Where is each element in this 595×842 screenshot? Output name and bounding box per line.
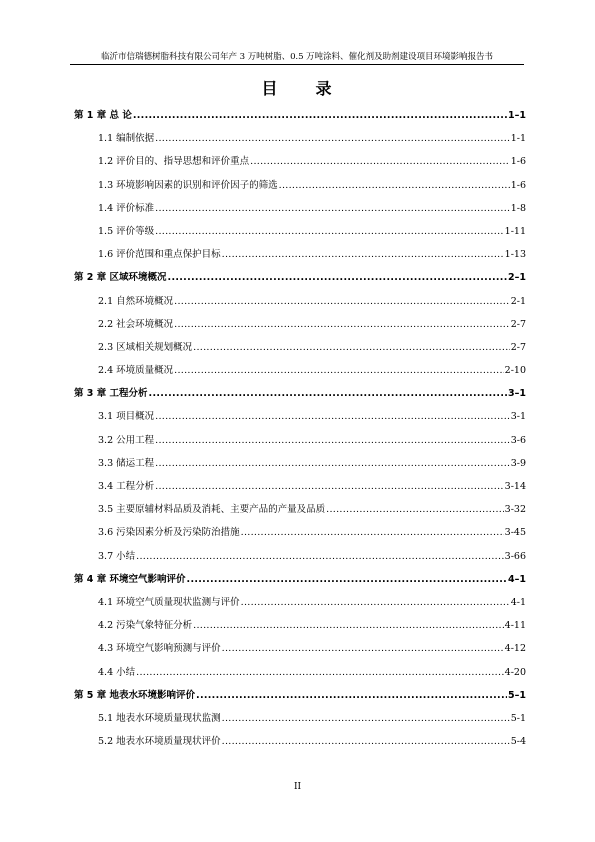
- toc-entry-page: 4-12: [504, 643, 526, 655]
- toc-entry-label: 第 5 章 地表水环境影响评价: [74, 689, 196, 701]
- toc-entry-page: 2-1: [510, 295, 526, 307]
- toc-leader-dots: [174, 365, 504, 376]
- toc-leader-dots: [155, 481, 504, 492]
- toc-leader-dots: [222, 713, 510, 724]
- toc-section-entry[interactable]: [74, 733, 526, 756]
- toc-section-entry[interactable]: [74, 316, 526, 339]
- toc-leader-dots: [326, 504, 504, 515]
- toc-section-entry[interactable]: [74, 177, 526, 200]
- toc-leader-dots: [250, 156, 510, 167]
- toc-entry-label: 4.3 环境空气影响预测与评价: [98, 643, 221, 655]
- toc-leader-dots: [222, 643, 504, 654]
- toc-entry-label: 2.4 环境质量概况: [98, 365, 174, 377]
- toc-leader-dots: [222, 249, 504, 260]
- toc-entry-page: 3-14: [504, 481, 526, 492]
- toc-entry-page: 4-11: [504, 620, 526, 632]
- toc-entry-label: 4.4 小结: [98, 666, 136, 678]
- toc-entry-page: 1-6: [510, 156, 526, 168]
- toc-entry-label: 第 2 章 区域环境概况: [74, 272, 167, 284]
- running-header: 临沂市信瑞德树脂科技有限公司年产 3 万吨树脂、0.5 万吨涂料、催化剂及助剂建设项目环境影响报告书: [101, 52, 493, 62]
- toc-entry-label: 第 3 章 工程分析: [74, 388, 148, 400]
- toc-entry-page: 5-1: [510, 712, 526, 724]
- page-title: 目 录: [261, 79, 334, 98]
- toc-section-entry[interactable]: [74, 478, 526, 501]
- toc-leader-dots: [241, 597, 510, 608]
- toc-entry-page: 5–1: [508, 689, 526, 701]
- toc-section-entry[interactable]: [74, 339, 526, 362]
- toc-section-entry[interactable]: [74, 455, 526, 478]
- toc-section-entry[interactable]: [74, 617, 526, 640]
- toc-section-entry[interactable]: [74, 501, 526, 524]
- toc-entry-label: 1.4 评价标准: [98, 202, 155, 214]
- toc-leader-dots: [155, 435, 510, 446]
- toc-leader-dots: [155, 203, 510, 214]
- toc-leader-dots: [279, 180, 510, 191]
- toc-entry-label: 2.1 自然环境概况: [98, 295, 174, 307]
- toc-entry-page: 4–1: [508, 573, 526, 585]
- toc-chapter-entry[interactable]: [74, 107, 526, 130]
- toc-entry-page: 4-1: [510, 596, 526, 608]
- toc-entry-label: 3.7 小结: [98, 550, 136, 562]
- toc-entry-label: 5.1 地表水环境质量现状监测: [98, 712, 221, 724]
- toc-leader-dots: [193, 620, 504, 631]
- toc-leader-dots: [168, 272, 507, 283]
- toc-leader-dots: [155, 411, 510, 422]
- toc-leader-dots: [174, 296, 510, 307]
- toc-entry-label: 3.1 项目概况: [98, 411, 155, 423]
- toc-leader-dots: [155, 133, 510, 144]
- toc-section-entry[interactable]: [74, 524, 526, 547]
- toc-entry-page: 3-9: [510, 457, 526, 469]
- toc-entry-label: 2.3 区域相关规划概况: [98, 341, 193, 353]
- toc-leader-dots: [136, 667, 504, 678]
- toc-chapter-entry[interactable]: [74, 269, 526, 292]
- toc-section-entry[interactable]: [74, 408, 526, 431]
- toc-section-entry[interactable]: [74, 548, 526, 571]
- toc-leader-dots: [241, 527, 504, 538]
- toc-entry-page: 2-7: [510, 318, 526, 330]
- toc-entry-page: 2-10: [504, 365, 526, 377]
- toc-entry-label: 第 1 章 总 论: [74, 110, 132, 121]
- toc-chapter-entry[interactable]: [74, 571, 526, 594]
- toc-entry-page: 2-7: [510, 341, 526, 353]
- toc-entry-page: 4-20: [504, 666, 526, 678]
- toc-section-entry[interactable]: [74, 432, 526, 455]
- toc-section-entry[interactable]: [74, 664, 526, 687]
- toc-entry-page: 1-11: [504, 225, 526, 237]
- toc-section-entry[interactable]: [74, 200, 526, 223]
- toc-leader-dots: [149, 388, 507, 399]
- toc-entry-label: 4.1 环境空气质量现状监测与评价: [98, 596, 240, 608]
- toc-entry-page: 1-1: [510, 133, 526, 145]
- header-rule: [70, 64, 524, 65]
- toc-leader-dots: [155, 458, 510, 469]
- toc-leader-dots: [196, 690, 507, 701]
- toc-entry-page: 2–1: [508, 272, 526, 284]
- toc-chapter-entry[interactable]: [74, 385, 526, 408]
- toc-leader-dots: [174, 319, 510, 330]
- toc-entry-label: 3.3 储运工程: [98, 457, 155, 469]
- toc-section-entry[interactable]: [74, 293, 526, 316]
- toc-entry-page: 1-8: [510, 202, 526, 214]
- toc-entry-label: 4.2 污染气象特征分析: [98, 620, 193, 632]
- toc-entry-page: 1-6: [510, 179, 526, 191]
- toc-entry-label: 1.1 编制依据: [98, 133, 155, 145]
- toc-section-entry[interactable]: [74, 246, 526, 269]
- toc-leader-dots: [155, 226, 504, 237]
- toc-entry-label: 3.6 污染因素分析及污染防治措施: [98, 527, 240, 539]
- toc-entry-page: 3-66: [504, 550, 526, 562]
- toc-leader-dots: [133, 110, 507, 121]
- toc-chapter-entry[interactable]: [74, 687, 526, 710]
- toc-leader-dots: [187, 574, 507, 585]
- toc-entry-label: 5.2 地表水环境质量现状评价: [98, 736, 221, 748]
- toc-entry-page: 3-32: [504, 504, 526, 516]
- toc-section-entry[interactable]: [74, 710, 526, 733]
- toc-section-entry[interactable]: [74, 594, 526, 617]
- toc-entry-label: 1.3 环境影响因素的识别和评价因子的筛选: [98, 179, 278, 191]
- toc-entry-page: 1-13: [504, 249, 526, 261]
- toc-entry-page: 3–1: [508, 388, 526, 400]
- toc-entry-page: 3-6: [510, 434, 526, 446]
- toc-entry-page: 3-1: [510, 411, 526, 423]
- toc-section-entry[interactable]: [74, 362, 526, 385]
- toc-leader-dots: [136, 551, 504, 562]
- toc-entry-label: 1.5 评价等级: [98, 225, 155, 237]
- toc-entry-page: 1–1: [508, 110, 526, 121]
- toc-entry-page: 5-4: [510, 736, 526, 748]
- toc-section-entry[interactable]: [74, 153, 526, 176]
- toc-leader-dots: [193, 342, 510, 353]
- toc-section-entry[interactable]: [74, 130, 526, 153]
- toc-entry-label: 2.2 社会环境概况: [98, 318, 174, 330]
- toc-entry-label: 3.4 工程分析: [98, 481, 155, 492]
- page-number: II: [293, 782, 302, 792]
- toc-entry-label: 1.2 评价目的、指导思想和评价重点: [98, 156, 250, 168]
- toc-entry-label: 3.2 公用工程: [98, 434, 155, 446]
- toc-section-entry[interactable]: [74, 640, 526, 663]
- toc-entry-page: 3-45: [504, 527, 526, 539]
- table-of-contents: [74, 107, 526, 756]
- toc-entry-label: 1.6 评价范围和重点保护目标: [98, 249, 221, 261]
- toc-leader-dots: [222, 736, 510, 747]
- toc-section-entry[interactable]: [74, 223, 526, 246]
- toc-entry-label: 第 4 章 环境空气影响评价: [74, 573, 186, 585]
- toc-entry-label: 3.5 主要原辅材料品质及消耗、主要产品的产量及品质: [98, 504, 326, 516]
